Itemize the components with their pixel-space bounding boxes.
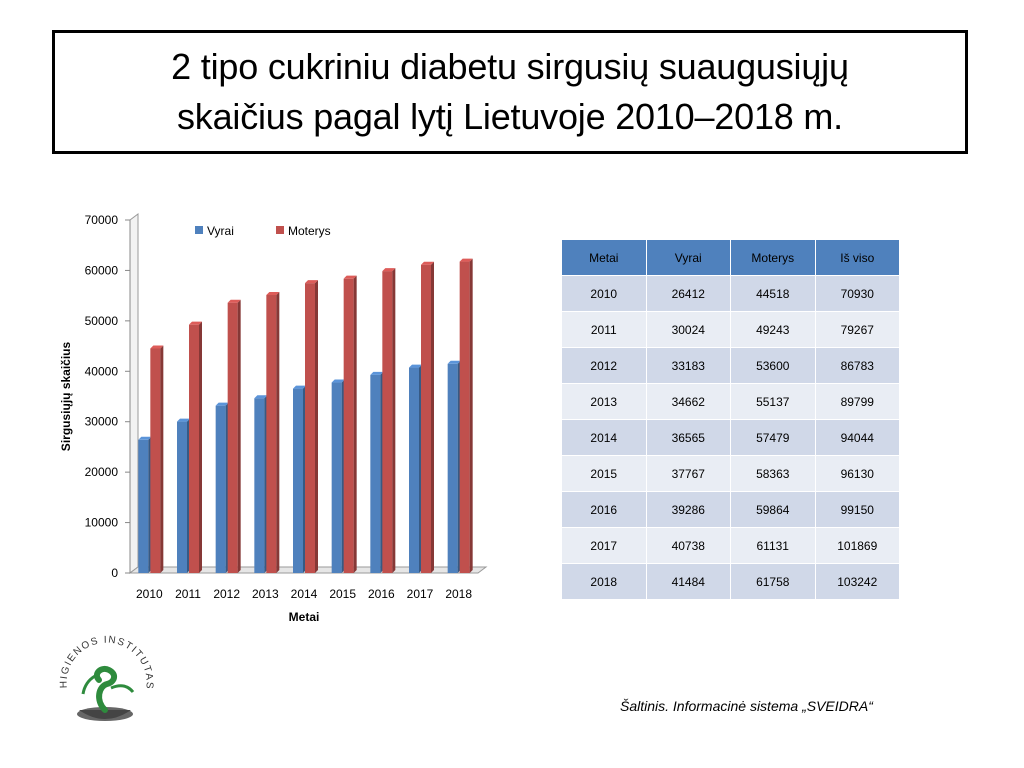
bar-side	[354, 276, 357, 573]
table-header-row	[562, 240, 900, 276]
bar-side	[431, 262, 434, 573]
table-row	[562, 420, 900, 456]
bar	[382, 271, 392, 573]
bar	[448, 364, 458, 573]
table-cell: 33183	[646, 348, 731, 384]
x-tick-label: 2017	[406, 587, 434, 601]
table-cell: 58363	[731, 456, 816, 492]
table-cell: 61131	[731, 528, 816, 564]
bar	[421, 265, 431, 573]
table-cell: 2017	[562, 528, 647, 564]
table-cell: 53600	[731, 348, 816, 384]
table-cell: 40738	[646, 528, 731, 564]
table-cell: 79267	[815, 312, 900, 348]
bar	[293, 389, 303, 573]
x-tick-label: 2013	[251, 587, 279, 601]
legend-swatch	[195, 226, 203, 234]
bar	[460, 262, 470, 573]
logo-text: HIGIENOS INSTITUTAS	[58, 634, 155, 691]
legend-swatch	[276, 226, 284, 234]
y-tick-label: 0	[111, 566, 118, 580]
bar	[138, 440, 148, 573]
bar	[150, 349, 160, 573]
bar	[228, 303, 238, 573]
table-header-cell: Metai	[562, 240, 647, 276]
table-cell: 61758	[731, 564, 816, 600]
bar	[332, 383, 342, 573]
table-cell: 2012	[562, 348, 647, 384]
table-cell: 39286	[646, 492, 731, 528]
table-row	[562, 312, 900, 348]
y-axis-label: Sirgusiųjų skaičius	[59, 341, 73, 452]
table-header-cell: Iš viso	[815, 240, 900, 276]
bar-side	[276, 292, 279, 573]
table-row	[562, 384, 900, 420]
y-tick-label: 50000	[84, 313, 118, 328]
table-row	[562, 276, 900, 312]
table-cell: 94044	[815, 420, 900, 456]
table-header-cell: Moterys	[731, 240, 816, 276]
y-tick-label: 20000	[84, 465, 118, 480]
table-cell: 2018	[562, 564, 647, 600]
table-cell: 89799	[815, 384, 900, 420]
legend-label: Moterys	[288, 224, 331, 238]
table-cell: 70930	[815, 276, 900, 312]
x-tick-label: 2018	[445, 587, 473, 601]
x-axis-label: Metai	[288, 610, 320, 624]
table-cell: 103242	[815, 564, 900, 600]
bar-side	[392, 268, 395, 573]
table-cell: 2013	[562, 384, 647, 420]
table-header-cell: Vyrai	[646, 240, 731, 276]
bar	[189, 325, 199, 573]
table-cell: 2015	[562, 456, 647, 492]
table-cell: 30024	[646, 312, 731, 348]
institute-seal-icon	[55, 630, 155, 730]
table-cell: 101869	[815, 528, 900, 564]
table-cell: 37767	[646, 456, 731, 492]
x-tick-label: 2011	[175, 587, 201, 601]
x-tick-label: 2016	[367, 587, 395, 601]
table-cell: 86783	[815, 348, 900, 384]
table-cell: 36565	[646, 420, 731, 456]
bar	[254, 398, 264, 573]
y-tick-label: 60000	[84, 263, 118, 278]
bar-side	[199, 322, 202, 573]
bar	[266, 295, 276, 573]
y-tick-label: 30000	[84, 414, 118, 429]
table-cell: 49243	[731, 312, 816, 348]
source-note: Šaltinis. Informacinė sistema „SVEIDRA“	[620, 698, 873, 714]
bar	[409, 368, 419, 573]
y-tick-label: 40000	[84, 364, 118, 379]
table-cell: 34662	[646, 384, 731, 420]
bar	[305, 283, 315, 573]
table-cell: 41484	[646, 564, 731, 600]
table-cell: 2016	[562, 492, 647, 528]
bar	[370, 375, 380, 573]
bar-side	[315, 280, 318, 573]
x-tick-label: 2015	[329, 587, 357, 601]
slide-title: 2 tipo cukriniu diabetu sirgusių suaugusiųjų skaičius pagal lytį Lietuvoje 2010–2018 m.	[171, 46, 849, 137]
bar-side	[470, 259, 473, 573]
table-body	[562, 276, 900, 600]
chart-side-wall	[130, 214, 138, 573]
table-cell: 57479	[731, 420, 816, 456]
legend-label: Vyrai	[207, 224, 234, 238]
table-row	[562, 348, 900, 384]
table-cell: 99150	[815, 492, 900, 528]
bar	[344, 279, 354, 573]
y-tick-label: 10000	[84, 515, 118, 530]
table-cell: 2011	[562, 312, 647, 348]
table-row	[562, 528, 900, 564]
table-cell: 55137	[731, 384, 816, 420]
table-cell: 44518	[731, 276, 816, 312]
table-cell: 26412	[646, 276, 731, 312]
table-row	[562, 492, 900, 528]
bar	[216, 406, 226, 573]
y-tick-label: 70000	[84, 213, 118, 227]
data-table	[561, 239, 900, 600]
table-cell: 2014	[562, 420, 647, 456]
table-cell: 96130	[815, 456, 900, 492]
table-cell: 59864	[731, 492, 816, 528]
x-tick-label: 2014	[290, 587, 318, 601]
table-row	[562, 456, 900, 492]
bar-side	[238, 300, 241, 573]
bar	[177, 422, 187, 573]
table-row	[562, 564, 900, 600]
x-tick-label: 2012	[213, 587, 241, 601]
table-cell: 2010	[562, 276, 647, 312]
bar-side	[160, 346, 163, 573]
x-tick-label: 2010	[135, 587, 163, 601]
